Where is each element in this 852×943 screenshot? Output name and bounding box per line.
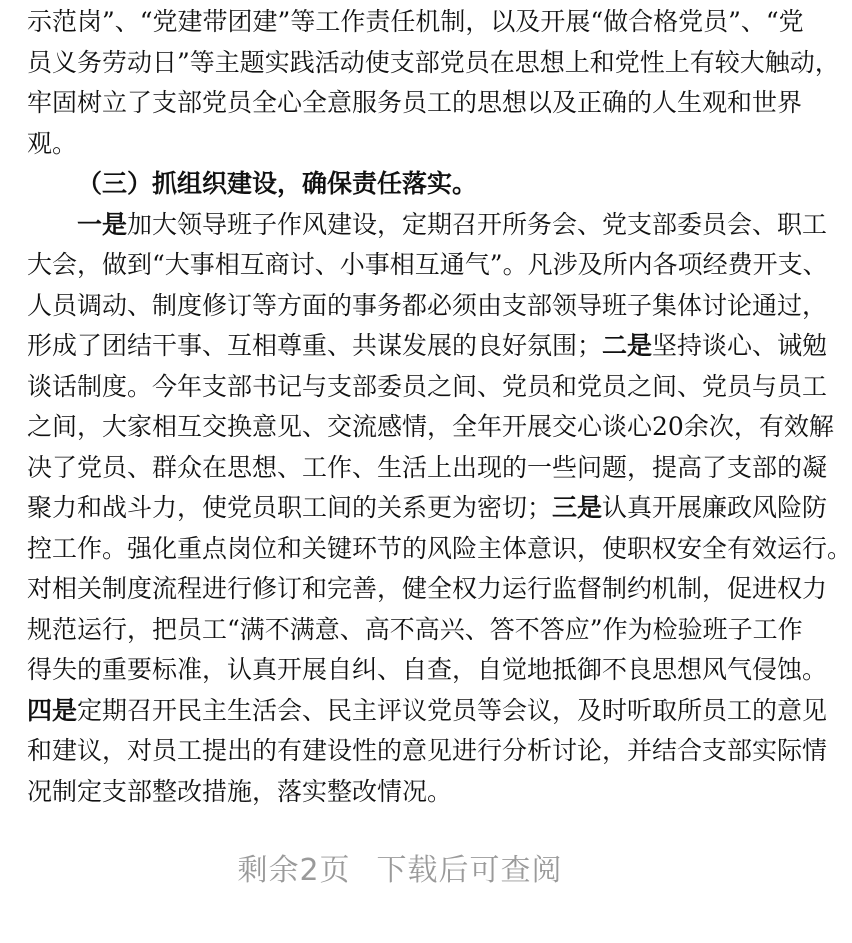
remaining-pages-banner[interactable] [0, 845, 800, 889]
text-line [27, 691, 828, 732]
text-segment: 认真开展廉政风险防 [602, 493, 828, 522]
text-line: 得失的重要标准，认真开展自纠、自查，自觉地抵御不良思想风气侵蚀。 [27, 655, 828, 684]
main-paragraph [27, 205, 852, 813]
document-body [27, 2, 852, 812]
emphasis-third: 三是 [552, 493, 603, 522]
text-segment: 聚力和战斗力，使党员职工间的关系更为密切； [27, 493, 553, 522]
text-segment: 加大领导班子作风建设，定期召开所务会、党支部委员会、职工 [127, 209, 828, 239]
text-line: 规范运行，把员工“满不满意、高不高兴、答不答应”作为检验班子工作 [27, 614, 803, 644]
text-line: 人员调动、制度修订等方面的事务都必须由支部领导班子集体讨论通过， [27, 290, 828, 320]
emphasis-first: 一是 [77, 209, 128, 239]
text-line: 牢固树立了支部党员全心全意服务员工的思想以及正确的人生观和世界 [27, 88, 803, 117]
text-line: 之间，大家相互交换意见、交流感情，全年开展交心谈心20余次，有效解 [27, 412, 834, 441]
text-segment: 坚持谈心、诫勉 [652, 331, 828, 360]
text-line: 观。 [27, 128, 78, 158]
remaining-pages-text: 剩余2页 [237, 853, 351, 888]
section-heading: （三）抓组织建设，确保责任落实。 [77, 169, 478, 198]
text-line: 和建议，对员工提出的有建设性的意见进行分析讨论，并结合支部实际情 [27, 736, 828, 765]
emphasis-fourth: 四是 [27, 695, 78, 725]
text-line: 员义务劳动日”等主题实践活动使支部党员在思想上和党性上有较大触动， [27, 47, 840, 77]
text-line: 谈话制度。今年支部书记与支部委员之间、党员和党员之间、党员与员工 [27, 371, 828, 401]
text-line: 对相关制度流程进行修订和完善，健全权力运行监督制约机制，促进权力 [27, 574, 828, 603]
text-line: 控工作。强化重点岗位和关键环节的风险主体意识，使职权安全有效运行。 [27, 533, 852, 563]
text-line [27, 205, 828, 246]
emphasis-second: 二是 [602, 331, 653, 360]
text-line: 示范岗”、“党建带团建”等工作责任机制，以及开展“做合格党员”、“党 [27, 7, 804, 36]
text-line [27, 326, 828, 367]
text-line: 决了党员、群众在思想、工作、生活上出现的一些问题，提高了支部的凝 [27, 452, 828, 482]
text-segment: 形成了团结干事、互相尊重、共谋发展的良好氛围； [27, 331, 603, 360]
download-to-view-text: 下载后可查阅 [376, 853, 563, 888]
text-line: 大会，做到“大事相互商讨、小事相互通气”。凡涉及所内各项经费开支、 [27, 250, 828, 279]
intro-paragraph [27, 2, 840, 164]
text-line [27, 488, 828, 529]
text-line: 况制定支部整改措施，落实整改情况。 [27, 776, 453, 806]
text-segment: 定期召开民主生活会、民主评议党员等会议，及时听取所员工的意见 [77, 695, 828, 725]
